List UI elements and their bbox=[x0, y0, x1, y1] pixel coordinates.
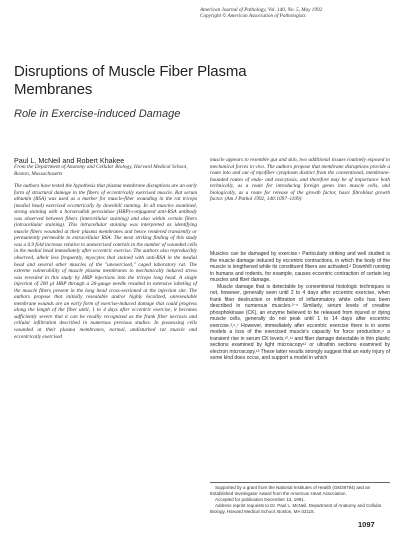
journal-copyright: Copyright © American Association of Pathologists bbox=[200, 13, 306, 19]
article-authors: Paul L. McNeil and Robert Khakee bbox=[14, 156, 125, 165]
journal-citation: American Journal of Pathology, Vol. 140, No. 5, May 1992 bbox=[200, 7, 323, 13]
author-affiliation: From the Department of Anatomy and Cellular Biology, Harvard Medical School, Boston, Massachusetts bbox=[14, 164, 188, 177]
footnote-accepted: Accepted for publication December 13, 1991. bbox=[215, 497, 306, 502]
journal-header bbox=[200, 7, 390, 19]
footnotes bbox=[210, 485, 390, 515]
footnote-divider bbox=[210, 482, 390, 483]
body-paragraph: Muscle damage that is detectable by conventional histologic techniques is not, however, generally seen until 2 to 4 days after eccentric exercise, when frank fiber destruction or infiltration of inflammatory white cells has been described in numerous muscles.³⁻⁵ Similarly, serum levels of creatine phosphokinase (CK), an enzyme believed to be released from injured or dying muscle cells, generally do not peak until 1 to 14 days after eccentric exercise.³,⁶,⁷ However, immediately after eccentric exercise there is in some models a loss of the exercised muscle's capacity for force production,⁸ a transient rise in serum CK levels,¹⁰,¹¹ and fiber damage detectable in thin plastic sections examined by light microscopy¹² or ultrathin sections examined by electron microscopy.¹³ These latter results strongly suggest that an early injury of some kind does occur, and support a model in which bbox=[210, 283, 390, 361]
footnote-reprints: Address reprint requests to Dr. Paul L. McNeil, Department of Anatomy and Cellular Biology, Harvard Medical School, Boston, MA 02115. bbox=[210, 503, 382, 514]
body-paragraph: Muscles can be damaged by exercise.¹ Particularly striking and well studied is the muscle damage induced by eccentric contractions, in which the body of the muscle is lengthened while its constituent fibers are activated.² Downhill running in humans and rodents, for example, causes eccentric contraction of certain leg muscles and fiber damage. bbox=[210, 251, 390, 283]
abstract-right-column: muscle appears to resemble gut and skin, two additional tissues routinely exposed to mechanical forces in vivo. The authors propose that membrane disruptions provide a route into and out of myofiber cytoplasm distinct from the conventional, membrane-bounded routes of endo- and exocytosis, and therefore may be of importance both technically, as a route for introducing foreign genes into muscle cells, and biologically, as a route for release of the growth factor, basic fibroblast growth factor. (Am J Pathol 1992, 140:1097–1109) bbox=[210, 157, 390, 203]
footnote-grant: Supported by a grant from the National Institutes of Health (GM39794) and an Established Investigator Award from the American Heart Association. bbox=[210, 485, 371, 496]
article-subtitle: Role in Exercise-induced Damage bbox=[14, 108, 181, 120]
article-title: Disruptions of Muscle Fiber Plasma Membranes bbox=[14, 63, 247, 98]
body-text bbox=[210, 251, 390, 362]
abstract-left-column: The authors have tested the hypothesis that plasma membrane disruptions are an early form of structural damage in the fibers of eccentrically exercised muscle. Rat serum albumin (RSA) was used as a marker for muscle-fiber wounding in the rat triceps (medial head) exercised eccentrically by downhill running. In all muscles examined, strong staining with a horseradish peroxidase (HRP)-conjugated anti-RSA antibody was observed between fibers (intercellular staining) and also within certain fibers (intracellular staining). This intracellular staining was interpreted as identifying muscle fibers wounded at their plasma membranes and hence rendered transiently or permanently permeable to extracellular RSA. The most striking finding of this study was a 6.9 fold increase relative to unexercised controls in the number of wounded cells in the medial head immediately after eccentric exercise. The authors also reproducibly observed, albeit less frequently, myocytes that stained with anti-RSA in the medial head and several other muscles of the "unexercised," caged laboratory rat. The extreme vulnerability of muscle plasma membranes to mechanically induced stress was revealed in this study by HRP injections into the triceps long head. A single injection of 200 µl HRP through a 26-gauge needle resulted in extensive labeling of the muscle fibers present in the long head cross-sectioned at the injection site. The authors propose that initially resealable and/or highly localized, unresealable membrane wounds are an early form of exercise-induced damage that could progress along the length of the fiber until, 1 to 4 days after eccentric exercise, it becomes sufficiently severe that it can be readily recognized as the frank fiber necrosis and cellular infiltration described in numerous previous studies. In possessing cells wounded at their plasma membranes, normal, undisturbed rat muscle and eccentrically exercised bbox=[14, 183, 197, 340]
page-number: 1097 bbox=[358, 520, 375, 529]
